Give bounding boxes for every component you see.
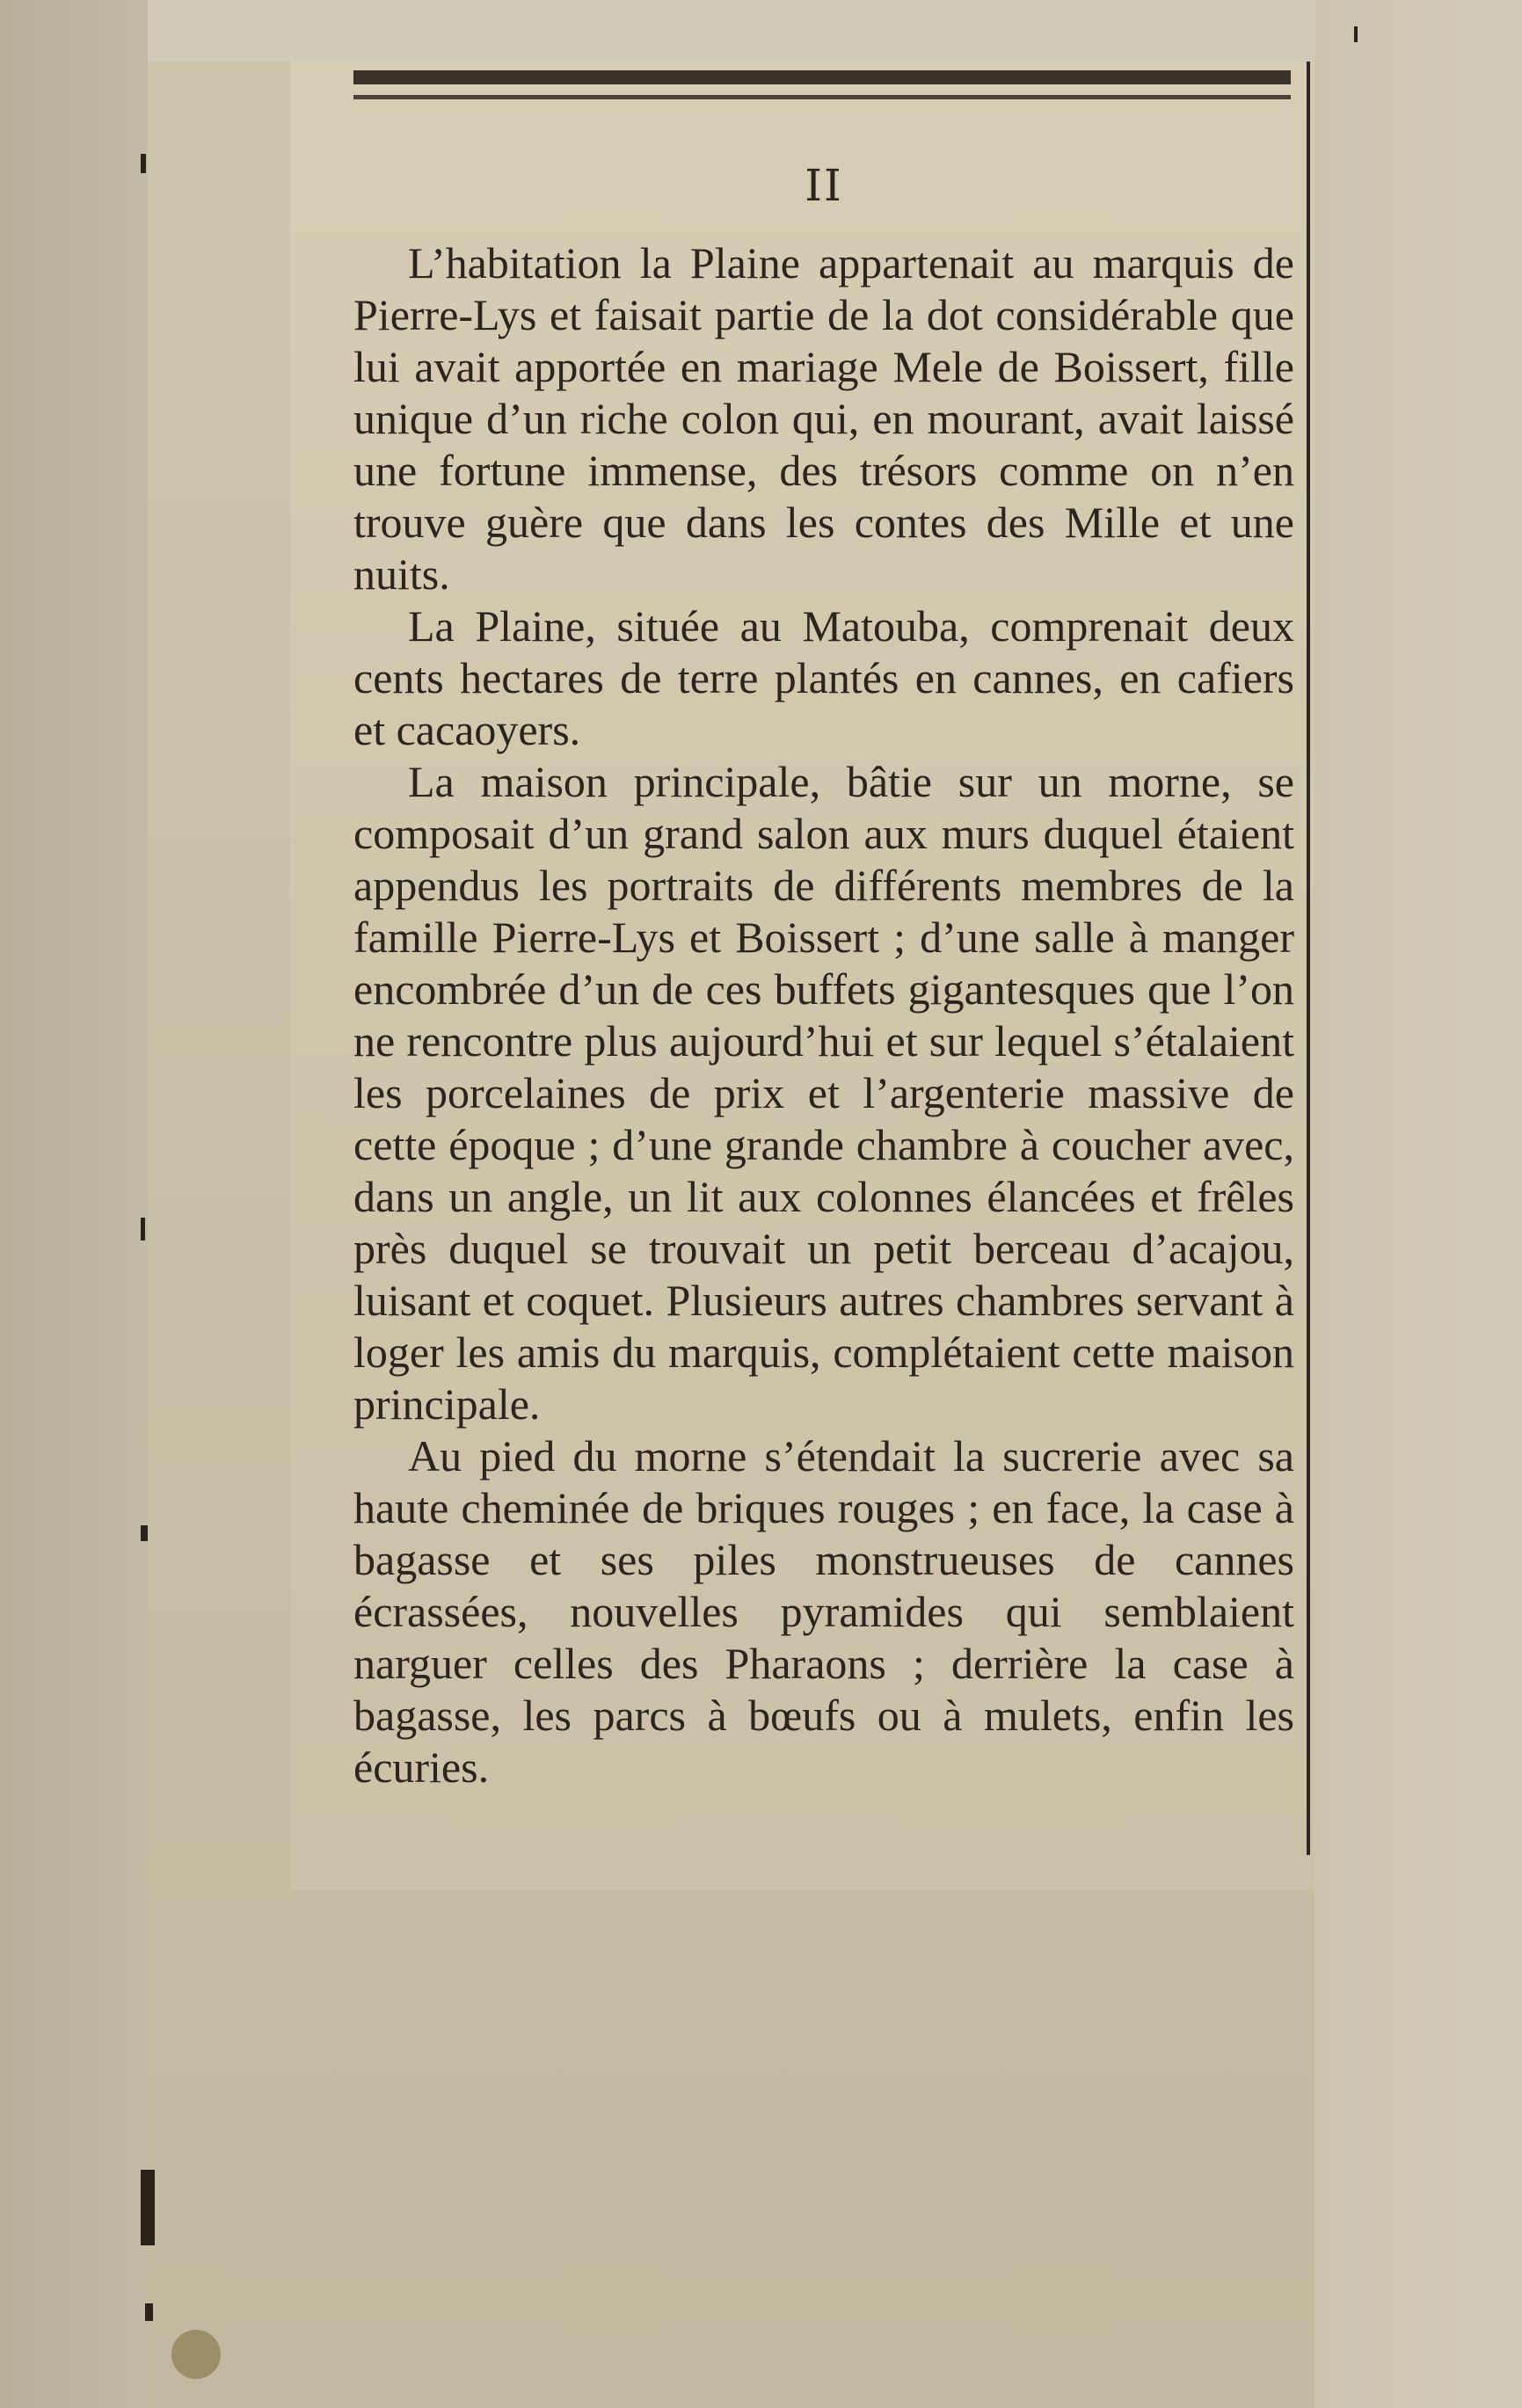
article-body	[353, 237, 1294, 1793]
column-right-edge	[1307, 62, 1310, 1855]
top-rule-thin	[353, 95, 1291, 99]
paragraph: L’habitation la Plaine appartenait au marquis de Pierre-Lys et faisait partie de la dot considérable que lui avait apportée en mariage Mele de Boissert, fille unique d’un riche colon qui, en mourant, avait laissé une fortune immense, des trésors comme on n’en trouve guère que dans les contes des Mille et une nuits.	[353, 238, 1294, 599]
paper-stain	[171, 2330, 221, 2379]
margin-mark	[145, 2303, 153, 2321]
top-rule-thick	[353, 70, 1291, 84]
paragraph: La maison principale, bâtie sur un morne, se composait d’un grand salon aux murs duquel étaient appendus les portraits de différents membres de la famille Pierre-Lys et Boissert ; d’une salle à manger encombrée d’un de ces buffets gigantesques que l’on ne rencontre plus aujourd’hui et sur lequel s’étalaient les porcelaines de prix et l’argenterie massive de cette époque ; d’une grande chambre à coucher avec, dans un angle, un lit aux colonnes élancées et frêles près duquel se trouvait un petit berceau d’acajou, luisant et coquet. Plusieurs autres chambres servant à loger les amis du marquis, complétaient cette maison principale.	[353, 757, 1294, 1429]
scan-top-margin	[0, 0, 1522, 62]
margin-mark	[1354, 26, 1358, 42]
margin-mark	[141, 1525, 148, 1541]
scan-right-margin	[1314, 0, 1522, 2408]
margin-mark	[141, 1218, 145, 1240]
scan-left-margin	[0, 0, 148, 2408]
section-heading: II	[805, 160, 843, 211]
paragraph: La Plaine, située au Matouba, comprenait deux cents hectares de terre plantés en cannes, en cafiers et cacaoyers.	[353, 601, 1294, 754]
margin-mark	[141, 2170, 155, 2245]
paragraph: Au pied du morne s’étendait la sucrerie avec sa haute cheminée de briques rouges ; en face, la case à bagasse et ses piles monstrueuses de cannes écrassées, nouvelles pyramides qui semblaient narguer celles des Pharaons ; derrière la case à bagasse, les parcs à bœufs ou à mulets, enfin les écuries.	[353, 1431, 1294, 1792]
